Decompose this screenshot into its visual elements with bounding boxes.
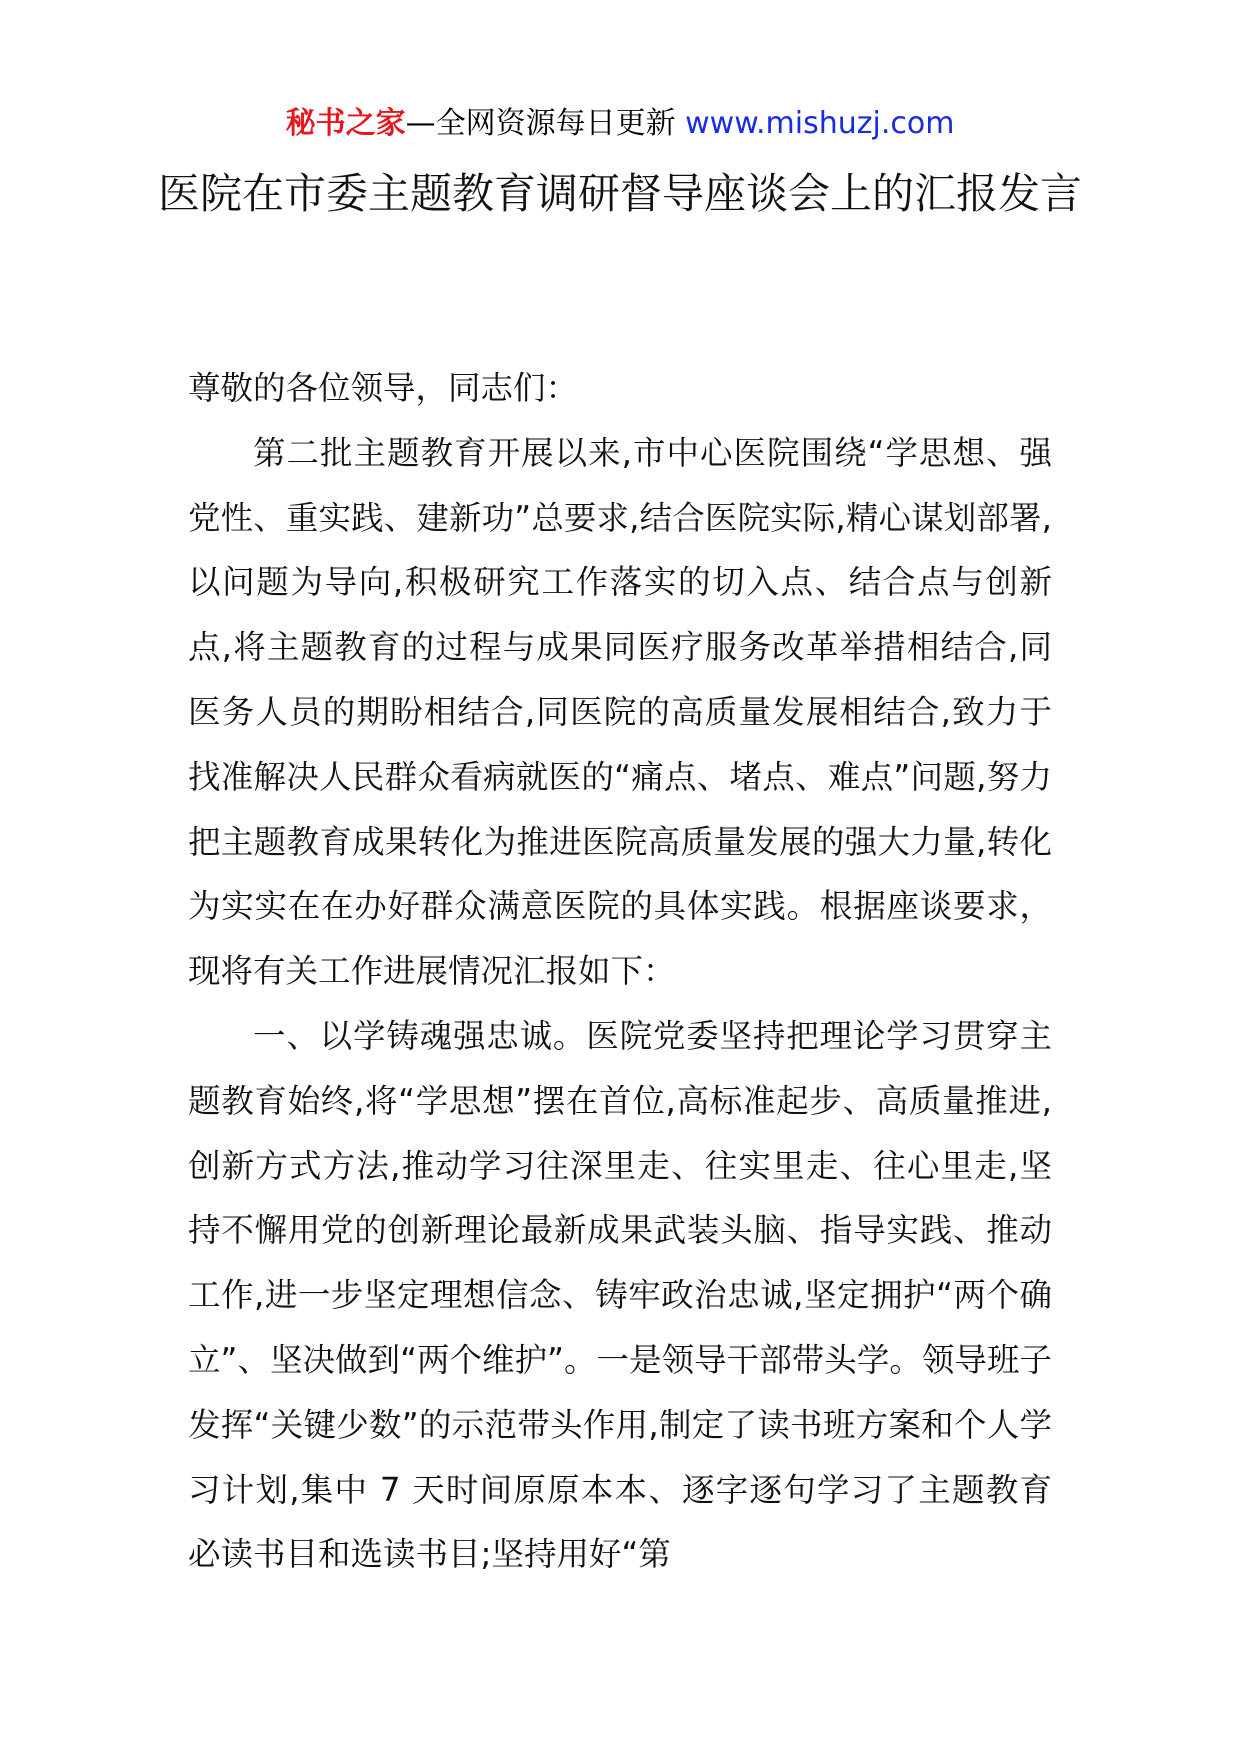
paragraph: 一、以学铸魂强忠诚。医院党委坚持把理论学习贯穿主题教育始终,将“学思想”摆在首位,高标准起步、高质量推进,创新方式方法,推动学习往深里走、往实里走、往心里走,坚持不懈用党的创新理论最新成果武装头脑、指导实践、推动工作,进一步坚定理想信念、铸牢政治忠诚,坚定拥护“两个确立”、坚决做到“两个维护”。一是领导干部带头学。领导班子发挥“关键少数”的示范带头作用,制定了读书班方案和个人学习计划,集中 7 天时间原原本本、逐字逐句学习了主题教育必读书目和选读书目;坚持用好“第 [188,1016,1052,1574]
document-body [188,356,1052,1587]
brand-name: 秘书之家 [285,106,406,141]
paragraph: 第二批主题教育开展以来,市中心医院围绕“学思想、强党性、重实践、建新功”总要求,结合医院实际,精心谋划部署,以问题为导向,积极研究工作落实的切入点、结合点与创新点,将主题教育的过程与成果同医疗服务改革举措相结合,同医务人员的期盼相结合,同医院的高质量发展相结合,致力于找准解决人民群众看病就医的“痛点、堵点、难点”问题,努力把主题教育成果转化为推进医院高质量发展的强大力量,转化为实实在在办好群众满意医院的具体实践。根据座谈要求，现将有关工作进展情况汇报如下： [188,433,1052,991]
document-title: 医院在市委主题教育调研督导座谈会上的汇报发言 [157,169,1082,218]
brand-slogan: —全网资源每日更新 [405,106,676,141]
site-header [0,104,1240,144]
salutation: 尊敬的各位领导，同志们： [188,369,579,407]
site-url-link[interactable]: www.mishuzj.com [685,106,955,141]
